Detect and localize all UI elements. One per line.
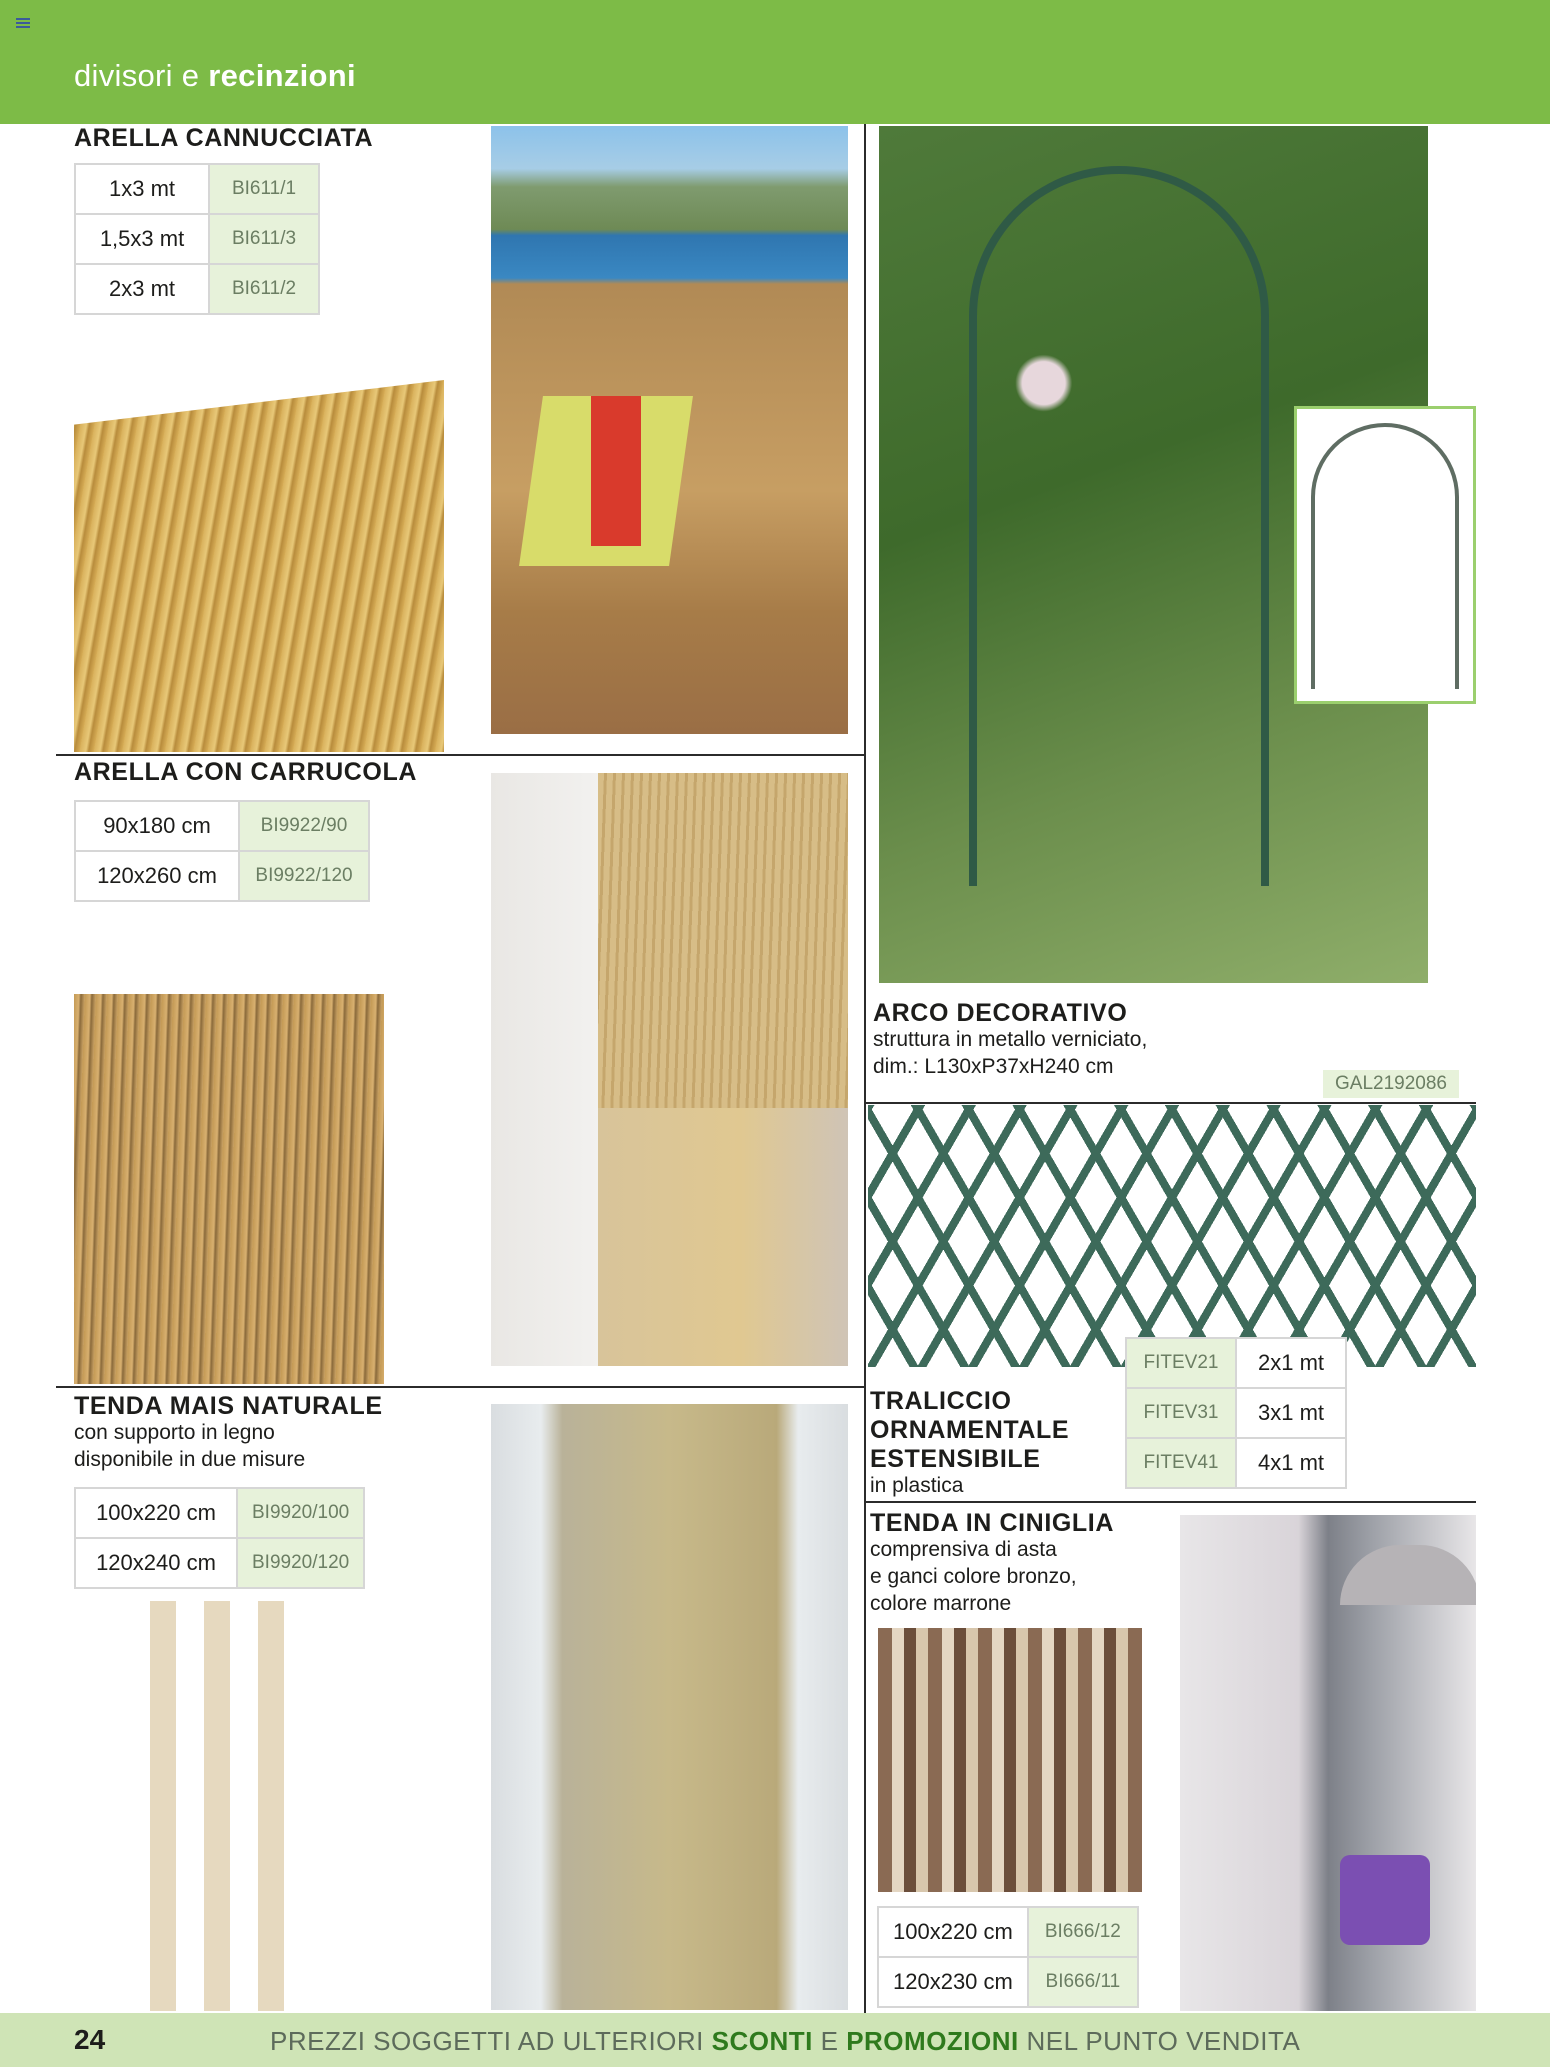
size-cell: 2x3 mt [75, 264, 209, 314]
tenda-mais-desc-2: disponibile in due misure [74, 1448, 306, 1471]
menu-icon[interactable] [16, 18, 30, 28]
section-divider [56, 754, 864, 756]
size-cell: 2x1 mt [1236, 1338, 1346, 1388]
table-row [1126, 1388, 1346, 1438]
blind-doorway-photo [491, 773, 848, 1366]
arch-shape [969, 166, 1269, 886]
page-header [0, 0, 1550, 124]
size-cell: 120x240 cm [75, 1538, 237, 1588]
footer-msg-a: PREZZI SOGGETTI AD ULTERIORI [270, 2026, 704, 2056]
tenda-ciniglia-desc-3: colore marrone [870, 1592, 1012, 1615]
page-title [74, 58, 356, 94]
traliccio-title-3: ESTENSIBILE [870, 1445, 1041, 1473]
size-cell: 100x220 cm [878, 1907, 1028, 1957]
table-row [878, 1957, 1138, 2007]
code-cell: BI611/3 [209, 214, 319, 264]
tenda-ciniglia-table [877, 1906, 1139, 2008]
tenda-mais-desc-1: con supporto in legno [74, 1421, 275, 1444]
size-cell: 4x1 mt [1236, 1438, 1346, 1488]
table-row [75, 801, 369, 851]
arco-desc-2: dim.: L130xP37xH240 cm [873, 1055, 1114, 1078]
code-cell: BI9922/90 [239, 801, 369, 851]
table-row [75, 264, 319, 314]
arch-outline-shape [1311, 423, 1459, 689]
arco-title: ARCO DECORATIVO [873, 999, 1128, 1027]
title-light: divisori e [74, 58, 200, 93]
code-cell: FITEV21 [1126, 1338, 1236, 1388]
chenille-swatch-image [878, 1628, 1142, 1892]
reed-fence-terrace-photo [491, 126, 848, 734]
tenda-mais-title: TENDA MAIS NATURALE [74, 1392, 383, 1420]
section-divider [56, 1386, 864, 1388]
arella-cannucciata-title: ARELLA CANNUCCIATA [74, 124, 374, 152]
size-cell: 120x260 cm [75, 851, 239, 901]
table-row [75, 851, 369, 901]
size-cell: 100x220 cm [75, 1488, 237, 1538]
arco-desc-1: struttura in metallo verniciato, [873, 1028, 1148, 1051]
arella-cannucciata-table [74, 163, 320, 315]
traliccio-title-2: ORNAMENTALE [870, 1416, 1070, 1444]
footer-msg-c: E [820, 2026, 839, 2056]
table-row [1126, 1338, 1346, 1388]
size-cell: 1x3 mt [75, 164, 209, 214]
column-divider [864, 124, 866, 2013]
towel-shape [591, 396, 641, 546]
section-divider [866, 1102, 1476, 1104]
blind-panel-shape [598, 773, 848, 1108]
table-row [75, 164, 319, 214]
code-cell: FITEV31 [1126, 1388, 1236, 1438]
table-row [75, 1538, 364, 1588]
arch-product-image [1294, 406, 1476, 704]
trellis-image [868, 1105, 1476, 1367]
tenda-mais-table [74, 1487, 365, 1589]
arella-carrucola-table [74, 800, 370, 902]
code-cell: FITEV41 [1126, 1438, 1236, 1488]
tenda-ciniglia-desc-2: e ganci colore bronzo, [870, 1565, 1077, 1588]
footer-msg-d: PROMOZIONI [846, 2026, 1019, 2056]
chenille-curtain-room-photo [1180, 1515, 1476, 2011]
traliccio-desc: in plastica [870, 1474, 964, 1497]
code-cell: BI666/11 [1028, 1957, 1138, 2007]
reed-mat-image [74, 380, 444, 752]
code-cell: BI611/2 [209, 264, 319, 314]
table-row [1126, 1438, 1346, 1488]
title-bold: recinzioni [208, 58, 356, 93]
corn-bead-strands-image [134, 1601, 306, 2011]
page-number: 24 [74, 2024, 106, 2055]
size-cell: 120x230 cm [878, 1957, 1028, 2007]
tenda-ciniglia-desc-1: comprensiva di asta [870, 1538, 1057, 1561]
tenda-ciniglia-title: TENDA IN CINIGLIA [870, 1509, 1114, 1537]
chair-shape [1340, 1855, 1430, 1945]
page-footer [0, 2013, 1550, 2067]
footer-msg-e: NEL PUNTO VENDITA [1026, 2026, 1301, 2056]
table-row [878, 1907, 1138, 1957]
arco-code-badge: GAL2192086 [1323, 1070, 1459, 1098]
size-cell: 1,5x3 mt [75, 214, 209, 264]
traliccio-table [1125, 1337, 1347, 1489]
code-cell: BI666/12 [1028, 1907, 1138, 1957]
footer-msg-b: SCONTI [711, 2026, 813, 2056]
bead-curtain-doorway-photo [491, 1404, 848, 2010]
code-cell: BI9922/120 [239, 851, 369, 901]
table-row [75, 214, 319, 264]
footer-message [270, 2026, 1300, 2057]
size-cell: 90x180 cm [75, 801, 239, 851]
lamp-shape [1340, 1545, 1476, 1605]
pulley-blind-image [74, 994, 384, 1384]
code-cell: BI611/1 [209, 164, 319, 214]
table-row [75, 1488, 364, 1538]
arella-carrucola-title: ARELLA CON CARRUCOLA [74, 758, 417, 786]
size-cell: 3x1 mt [1236, 1388, 1346, 1438]
code-cell: BI9920/100 [237, 1488, 364, 1538]
section-divider [866, 1501, 1476, 1503]
code-cell: BI9920/120 [237, 1538, 364, 1588]
traliccio-title-1: TRALICCIO [870, 1387, 1012, 1415]
